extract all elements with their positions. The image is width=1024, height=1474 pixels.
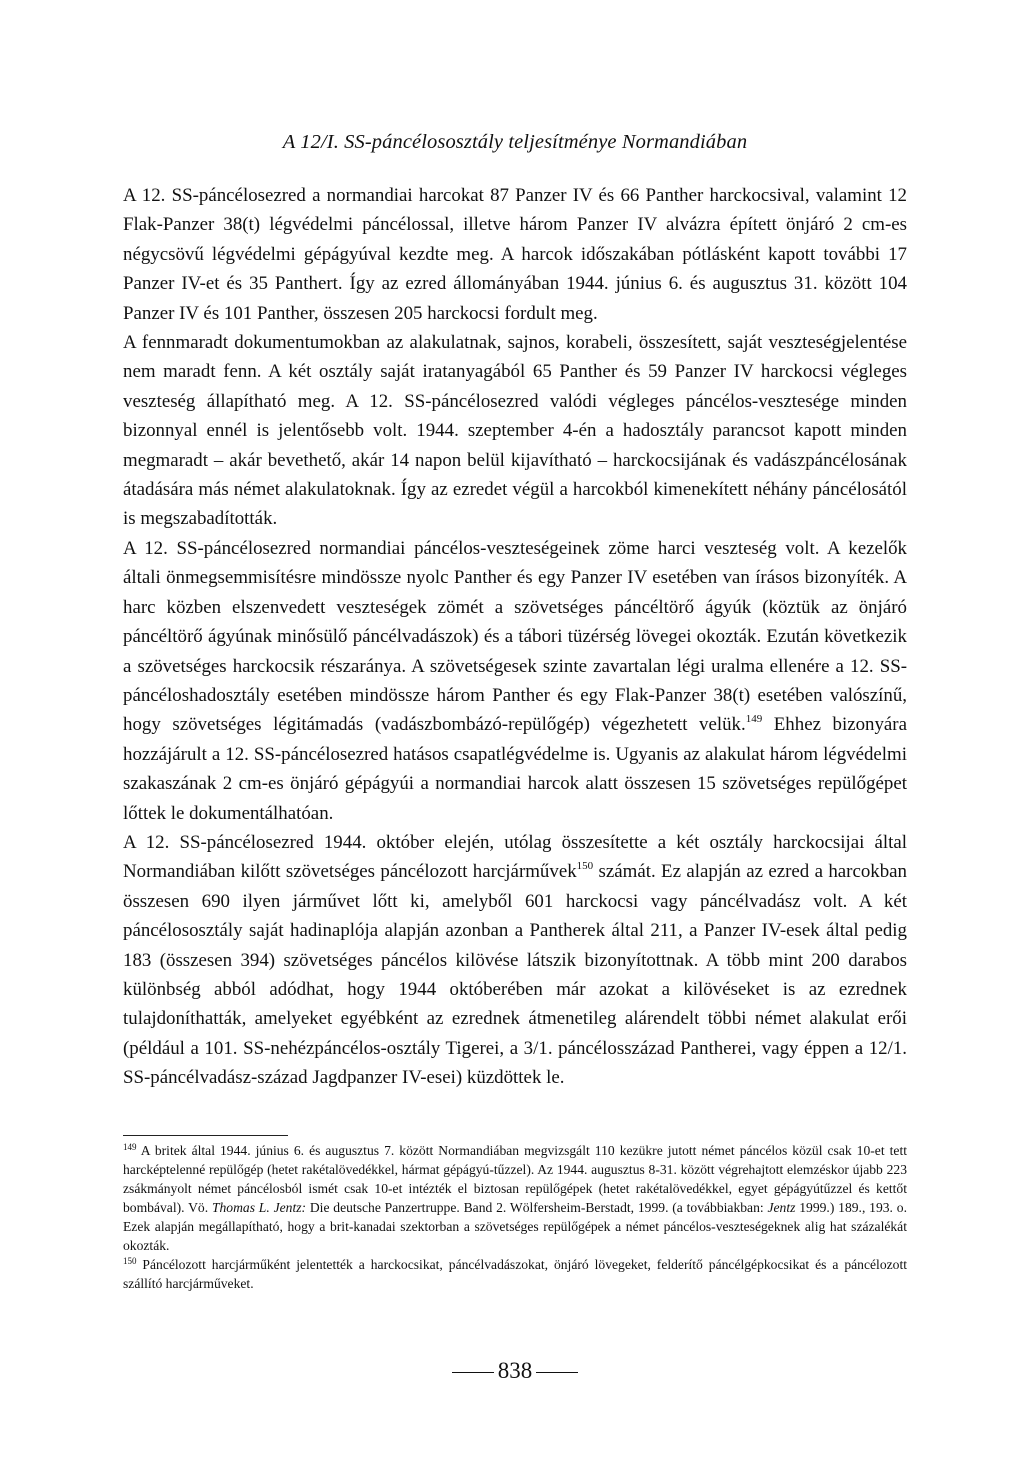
page-number-dash-left [452, 1372, 494, 1373]
paragraph-1: A 12. SS-páncélosezred a normandiai harcokat 87 Panzer IV és 66 Panther harckocsival, valamint 12 Flak-Panzer 38(t) légvédelmi páncélossal, illetve három Panzer IV alvázra épített önjáró 2 cm-es négycsövű légvédelmi gépágyúval kezdte meg. A harcok időszakában pótlásként kapott további 17 Panzer IV-et és 35 Panthert. Így az ezred állományában 1944. június 6. és augusztus 31. között 104 Panzer IV és 101 Panther, összesen 205 harckocsi fordult meg. [123, 185, 907, 324]
footnote-149-author: Thomas L. Jentz: [211, 1200, 307, 1215]
paragraph-4-text-after: számát. Ez alapján az ezred a harcokban összesen 690 ilyen járművet lőtt ki, amelyből 601 harckocsi vagy páncélvadász volt. A két páncélososztály saját hadinaplója alapján azonban a Pantherek által 211, a Panzer IV-esek által pedig 183 (összesen 394) szövetséges páncélos kilövése látszik bizonyítottnak. A több mint 200 darabos különbség abból adódhat, hogy 1944 októberében már azokat a kilövéseket is az ezrednek tulajdoníthatták, amelyeket egyébként az ezrednek átmenetileg alárendelt többi német alakulat erői (például a 101. SS-nehézpáncélos-osztály Tigerei, a 3/1. páncélosszázad Pantherei, vagy éppen a 12/1. SS-páncélvadász-század Jagdpanzer IV-esei) küzdöttek le. [123, 861, 907, 1089]
page-number [123, 1358, 907, 1384]
footnote-149-text-middle: Die deutsche Panzertruppe. Band 2. Wölfersheim-Berstadt, 1999. (a továbbiakban: [306, 1200, 768, 1215]
running-title: A 12/I. SS-páncélososztály teljesítménye Normandiában [282, 131, 748, 153]
paragraph-3-text-after: Ehhez bizonyára hozzájárult a 12. SS-páncélosezred hatásos csapatlégvédelme is. Ugyanis az alakulat három légvédelmi szakaszának 2 cm-es önjáró gépágyúi a normandiai harcok alatt összesen 15 szövetséges repülőgépet lőttek le dokumentálhatóan. [123, 714, 907, 824]
footnote-149-text-before: A britek által 1944. június 6. és augusztus 7. között Normandiában megvizsgált 110 kezükre jutott német páncélos közül csak 10-et tett harcképtelenné repülőgép (hetet rakétalövedékkel, hármat gépágyú-tűzzel). Az 1944. augusztus 8-31. között végrehajtott elemzéskor újabb 223 zsákmányolt német páncélosból ismét csak 10-et intézték el biztosan repülőgépek (hetet rakétalövedékkel, egyet gépágyútűzzel és kettőt bombával). Vö. [123, 1143, 907, 1215]
footnote-149-short-ref: Jentz [767, 1200, 796, 1215]
paragraph-3 [123, 534, 907, 828]
footnote-divider [123, 1135, 288, 1136]
footnote-number-150: 150 [123, 1256, 137, 1266]
document-page [123, 0, 907, 1474]
footnote-ref-149[interactable]: 149 [745, 713, 763, 726]
paragraph-3-text: A 12. SS-páncélosezred normandiai páncélos-veszteségeinek zöme harci veszteség volt. A kezelők általi önmegsemmisítésre mindössze nyolc Panther és egy Panzer IV esetében van írásos bizonyíték. A harc közben elszenvedett veszteségek zömét a szövetséges páncéltörő ágyúk (köztük az önjáró páncéltörő ágyúnak minősülő páncélvadászok) és a tábori tüzérség lövegei okozták. Ezután következik a szövetséges harckocsik részaránya. A szövetségesek szinte zavartalan légi uralma ellenére a 12. SS-páncéloshadosztály esetében mindössze három Panther és egy Flak-Panzer 38(t) esetében valószínű, hogy szövetséges légitámadás (vadászbombázó-repülőgép) végezhetett velük. [123, 537, 907, 736]
footnote-149 [123, 1141, 907, 1255]
footnotes [123, 1141, 907, 1293]
footnote-150 [123, 1255, 907, 1293]
footnote-ref-150[interactable]: 150 [576, 860, 594, 873]
footnote-149-text-after: 1999.) 189., 193. o. Ezek alapján megállapítható, hogy a brit-kanadai szektorban a szövetséges repülőgépek a német páncélos-veszteségeknek alig hat százalékát okozták. [123, 1200, 907, 1253]
paragraph-4 [123, 828, 907, 1093]
page-number-dash-right [536, 1372, 578, 1373]
page-number-value: 838 [497, 1358, 533, 1383]
paragraph-2: A fennmaradt dokumentumokban az alakulatnak, sajnos, korabeli, összesített, saját veszteségjelentése nem maradt fenn. A két osztály saját iratanyagából 65 Panther és 59 Panzer IV harckocsi végleges veszteség állapítható meg. A 12. SS-páncélosezred valódi végleges páncélos-vesztesége minden bizonnyal ennél is jelentősebb volt. 1944. szeptember 4-én a hadosztály parancsot kapott minden megmaradt – akár bevethető, akár 14 napon belül kijavítható – harckocsijának és vadászpáncélosának átadására más német alakulatoknak. Így az ezredet végül a harcokból kimenekített néhány páncélosától is megszabadították. [123, 332, 907, 530]
footnote-number-149: 149 [123, 1142, 137, 1152]
body-text [123, 181, 907, 1093]
paragraph-4-text: A 12. SS-páncélosezred 1944. október elején, utólag összesítette a két osztály harckocsijai által Normandiában kilőtt szövetséges páncélozott harcjárművek [123, 831, 907, 883]
footnote-150-text: Páncélozott harcjárműként jelentették a harckocsikat, páncélvadászokat, önjáró lövegeket, felderítő páncélgépkocsikat és a páncélozott szállító harcjárműveket. [123, 1257, 907, 1291]
